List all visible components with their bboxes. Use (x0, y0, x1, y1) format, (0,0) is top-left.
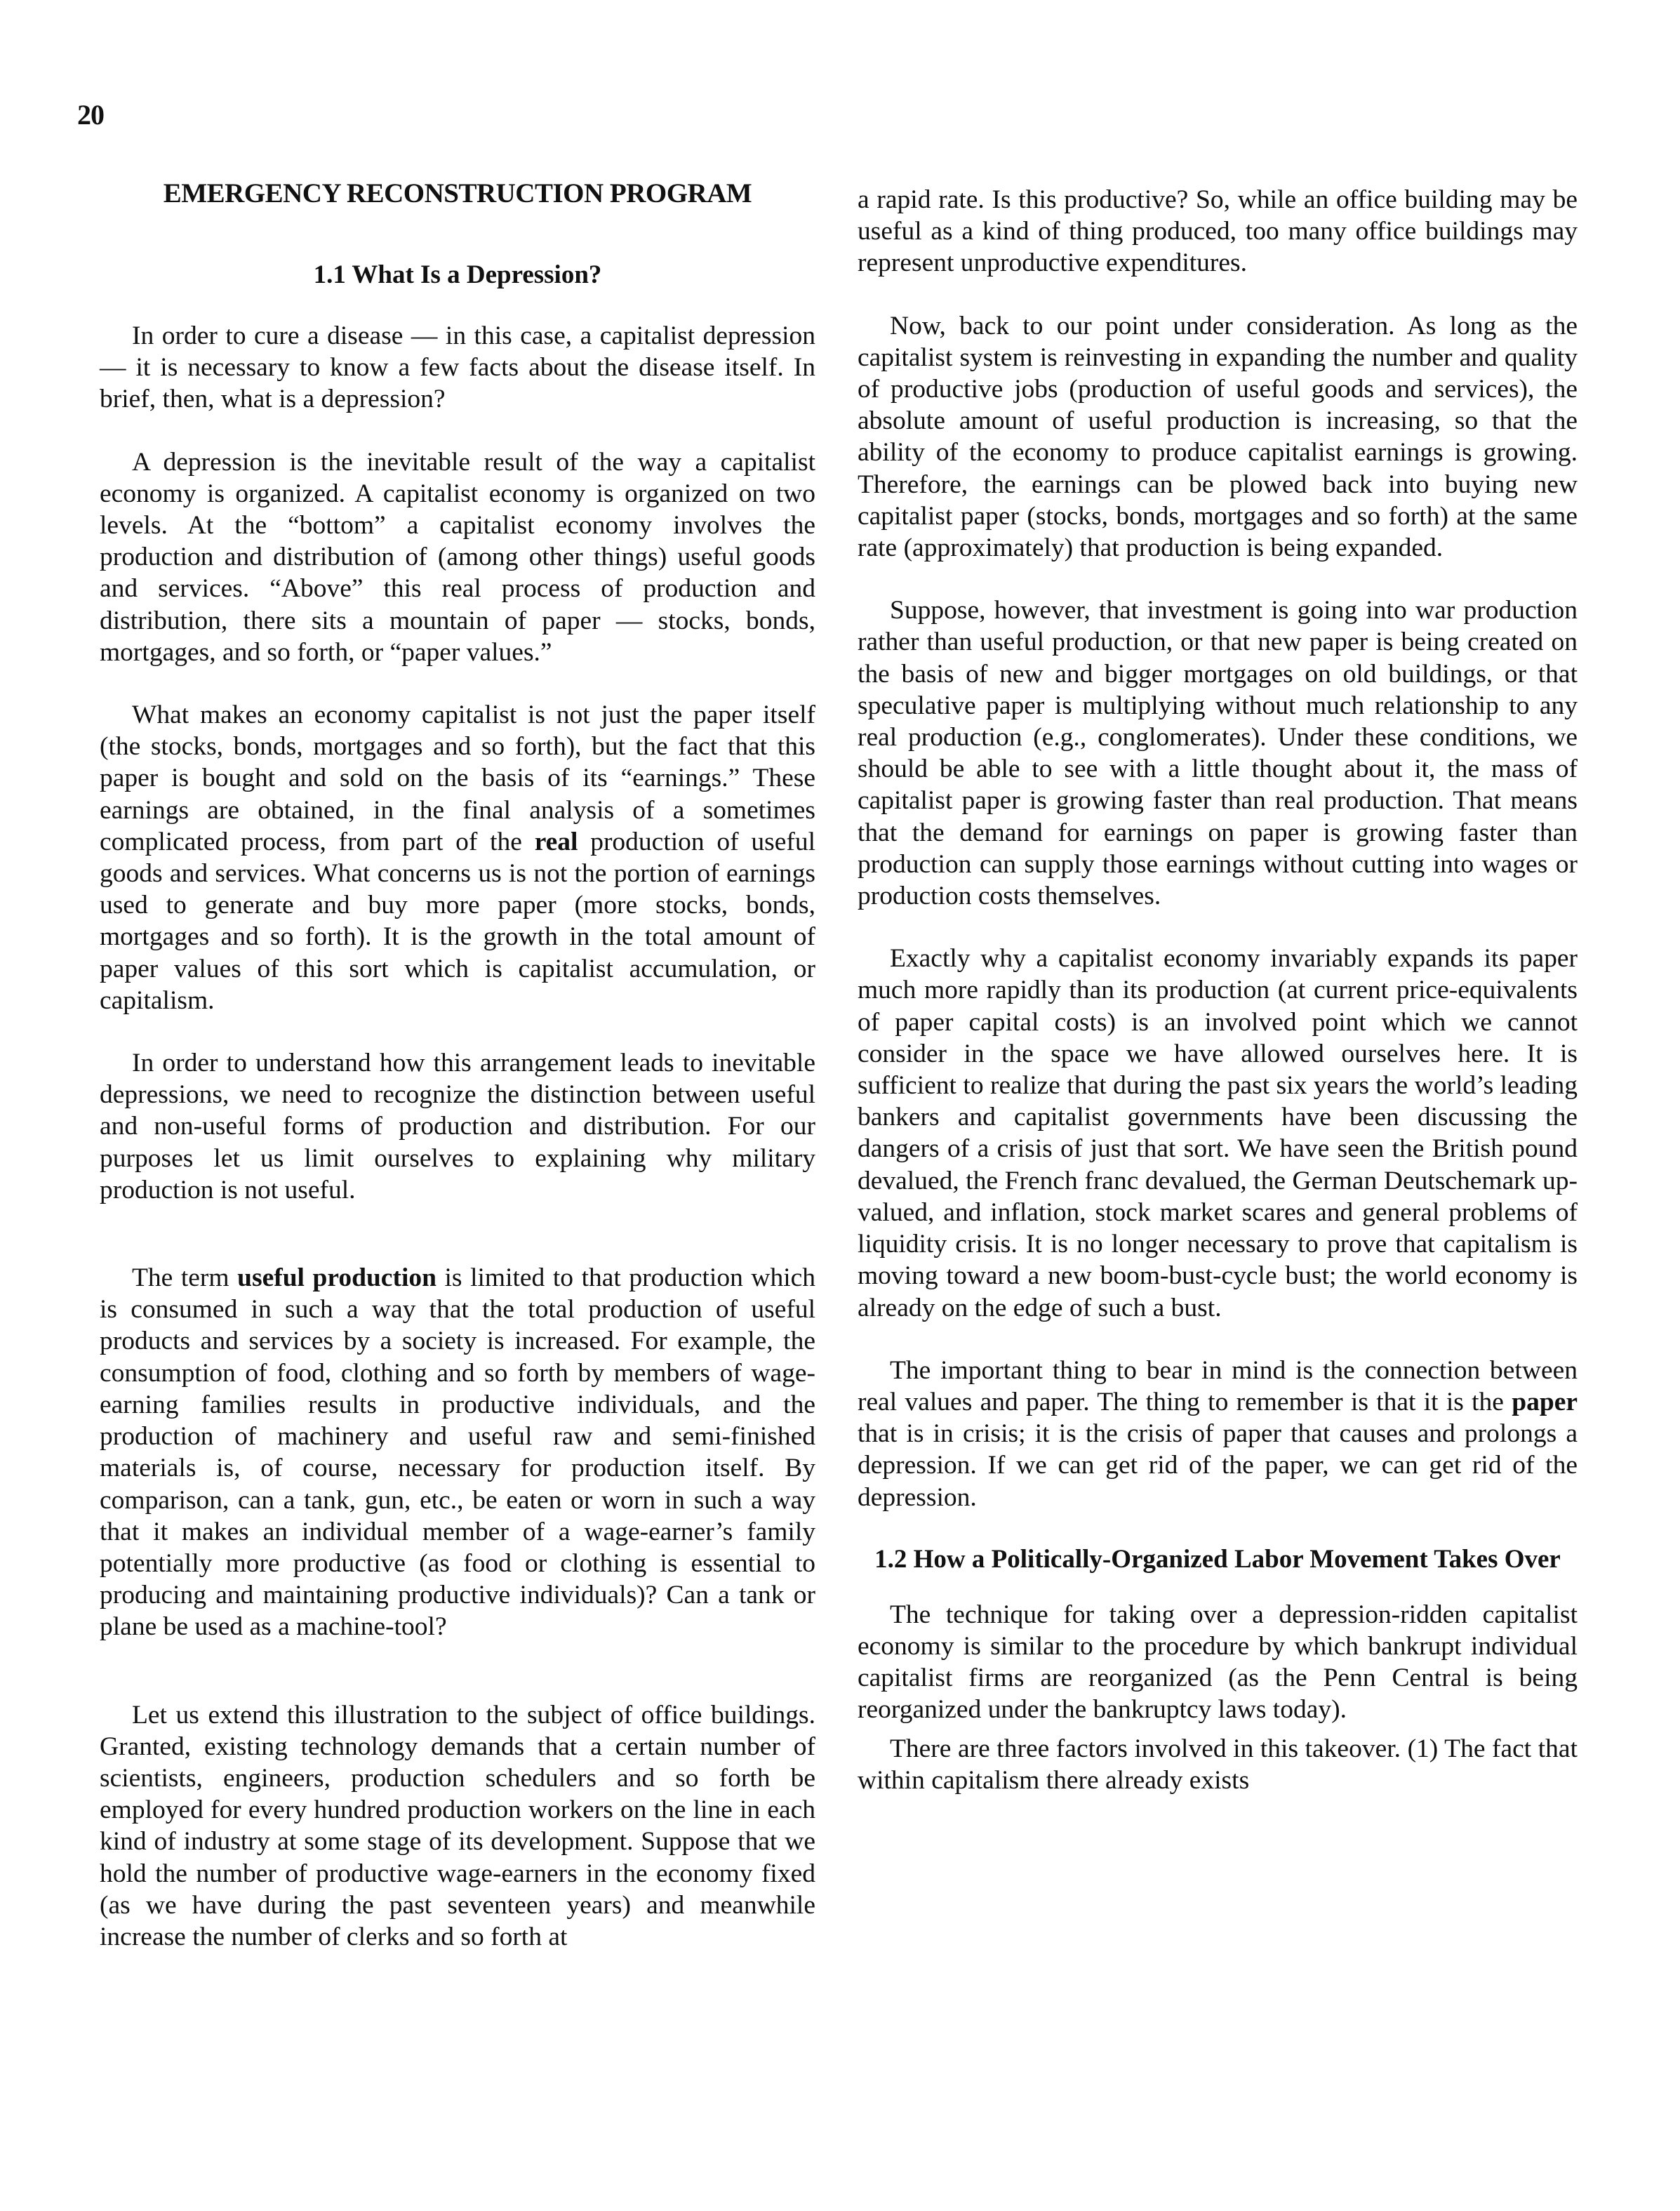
paragraph-continued: a rapid rate. Is this productive? So, while an office building may be useful as a kind of thing produced, too many office buildings may represent unproductive expenditures. (858, 185, 1578, 278)
left-column (100, 177, 815, 1984)
text-run: that is in crisis; it is the crisis of paper that causes and prolongs a depression. If we can get rid of the paper, we can get rid of the depression. (858, 1419, 1578, 1512)
paragraph: Now, back to our point under consideration. As long as the capitalist system is reinvesting in expanding the number and quality of productive jobs (production of useful goods and services), the absolute amount of useful production is increasing, so that the ability of the economy to produce capitalist earnings is growing. Therefore, the earnings can be plowed back into buying new capitalist paper (stocks, bonds, mortgages and so forth) at the same rate (approximately) that production is being expanded. (858, 311, 1578, 563)
paragraph: In order to understand how this arrangement leads to inevitable depressions, we need to recognize the distinction between useful and non-useful forms of production and distribution. For our purposes let us limit ourselves to explaining why military production is not useful. (100, 1049, 815, 1204)
page-number: 20 (77, 99, 104, 131)
document-title: EMERGENCY RECONSTRUCTION PROGRAM (163, 178, 752, 208)
right-column (858, 184, 1578, 1827)
paragraph (100, 1262, 815, 1642)
emphasis-paper: paper (1512, 1387, 1578, 1416)
text-run: What makes an economy capitalist is not just the paper itself (the stocks, bonds, mortgages and so forth), but the fact that this paper is bought and sold on the basis of its “earnings.” These earnings are obtained, in the final analysis of a sometimes complicated process, from part of the (100, 701, 815, 856)
paragraph: Let us extend this illustration to the subject of office buildings. Granted, existing technology demands that a certain number of scientists, engineers, production schedulers and so forth be employed for every hundred production workers on the line in each kind of industry at some stage of its development. Suppose that we hold the number of productive wage-earners in the economy fixed (as we have during the past seventeen years) and meanwhile increase the number of clerks and so forth at (100, 1700, 815, 1951)
text-run: The important thing to bear in mind is the connection between real values and paper. The thing to remember is that it is the (858, 1355, 1578, 1416)
emphasis-real: real (534, 827, 578, 856)
paragraph: The technique for taking over a depression-ridden capitalist economy is similar to the procedure by which bankrupt individual capitalist firms are reorganized (as the Penn Central is being reorganized under the bankruptcy laws today). (858, 1600, 1578, 1725)
text-run: The term (132, 1263, 238, 1293)
paragraph: There are three factors involved in this takeover. (1) The fact that within capitalism there already exists (858, 1734, 1578, 1795)
text-run: is limited to that production which is consumed in such a way that the total production of useful products and services by a society is increased. For example, the consumption of food, clothing and so forth by members of wage-earning families results in productive individuals, and the production of machinery and useful raw and semi-finished materials is, of course, necessary for production itself. By comparison, can a tank, gun, etc., be eaten or worn in such a way that it makes an individual member of a wage-earner’s family potentially more productive (as food or clothing is essential to producing and maintaining productive individuals)? Can a tank or plane be used as a machine-tool? (100, 1263, 816, 1642)
section-heading-1-1: 1.1 What Is a Depression? (313, 260, 602, 289)
paragraph: Exactly why a capitalist economy invariably expands its paper much more rapidly than its production (at current price-equivalents of paper capital costs) is an involved point which we cannot consider in the space we have allowed ourselves here. It is sufficient to realize that during the past six years the world’s leading bankers and capitalist governments have been discussing the dangers of a crisis of just that sort. We have seen the British pound devalued, the French franc devalued, the German Deutschemark up-valued, and inflation, stock market scares and general problems of liquidity crisis. It is no longer necessary to prove that capitalism is moving toward a new boom-bust-cycle bust; the world economy is already on the edge of such a bust. (858, 944, 1578, 1322)
emphasis-useful-production: useful production (237, 1263, 436, 1293)
section-heading-1-2: 1.2 How a Politically-Organized Labor Movement Takes Over (874, 1544, 1561, 1574)
paragraph: A depression is the inevitable result of the way a capitalist economy is organized. A capitalist economy is organized on two levels. At the “bottom” a capitalist economy involves the production and distribution of (among other things) useful goods and services. “Above” this real process of production and distribution, there sits a mountain of paper — stocks, bonds, mortgages, and so forth, or “paper values.” (100, 447, 815, 667)
text-run: production of useful goods and services. What concerns us is not the portion of earnings used to generate and buy more paper (more stocks, bonds, mortgages and so forth). It is the growth in the total amount of paper values of this sort which is capitalist accumulation, or capitalism. (100, 827, 815, 1015)
paragraph (100, 699, 815, 1016)
paragraph (858, 1355, 1578, 1513)
paragraph: Suppose, however, that investment is going into war production rather than useful production, or that new paper is being created on the basis of new and bigger mortgages on old buildings, or that speculative paper is multiplying without much relationship to any real production (e.g., conglomerates). Under these conditions, we should be able to see with a little thought about it, the mass of capitalist paper is growing faster than real production. That means that the demand for earnings on paper is growing faster than production can supply those earnings without cutting into wages or production costs themselves. (858, 596, 1578, 911)
paragraph: In order to cure a disease — in this case, a capitalist depression — it is necessary to know a few facts about the disease itself. In brief, then, what is a depression? (100, 321, 815, 414)
